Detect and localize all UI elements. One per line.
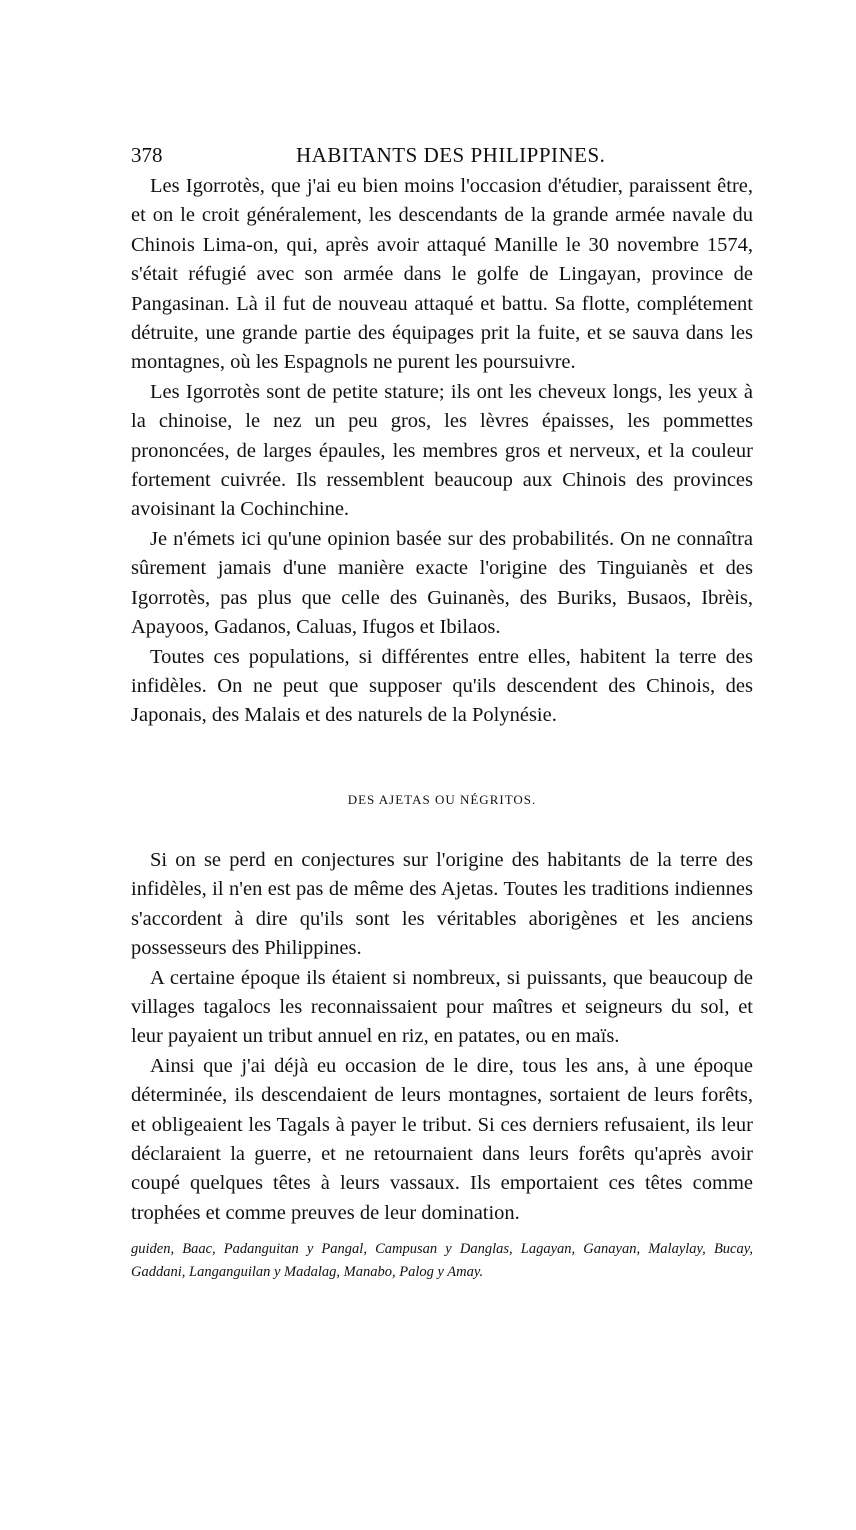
paragraph: Je n'émets ici qu'une opinion basée sur des probabilités. On ne connaîtra sûrement jamais d'une manière exacte l'origine des Tinguianès et des Igorrotès, pas plus que celle des Guinanès, des Buriks, Busaos, Ibrèis, Apayoos, Gadanos, Caluas, Ifugos et Ibilaos. bbox=[131, 527, 753, 639]
paragraph: Les Igorrotès, que j'ai eu bien moins l'occasion d'étudier, paraissent être, et on le croit généralement, les descendants de la grande armée navale du Chinois Lima-on, qui, après avoir attaqué Manille le 30 novembre 1574, s'était réfugié avec son armée dans le golfe de Lingayan, province de Pangasinan. Là il fut de nouveau attaqué et battu. Sa flotte, complétement détruite, une grande partie des équipages prit la fuite, et se sauva dans les montagnes, où les Espagnols ne purent les poursuivre. bbox=[131, 175, 753, 374]
section-text bbox=[131, 846, 753, 1228]
paragraph: Si on se perd en conjectures sur l'origine des habitants de la terre des infidèles, il n'en est pas de même des Ajetas. Toutes les traditions indiennes s'accordent à dire qu'ils sont les véritables aborigènes et les anciens possesseurs des Philippines. bbox=[131, 849, 753, 960]
footnote: guiden, Baac, Padanguitan y Pangal, Campusan y Danglas, Lagayan, Ganayan, Malaylay, Bucay, Gaddani, Langanguilan y Madalag, Manabo, Palog y Amay. bbox=[131, 1241, 753, 1280]
paragraph: Toutes ces populations, si différentes entre elles, habitent la terre des infidèles. On ne peut que supposer qu'ils descendent des Chinois, des Japonais, des Malais et des naturels de la Polynésie. bbox=[131, 645, 753, 727]
section-heading: DES AJETAS OU NÉGRITOS. bbox=[347, 792, 537, 807]
main-text bbox=[131, 172, 753, 731]
running-title: HABITANTS DES PHILIPPINES. bbox=[296, 143, 606, 167]
page-header bbox=[131, 143, 753, 171]
page-number: 378 bbox=[131, 143, 163, 167]
paragraph: Ainsi que j'ai déjà eu occasion de le dire, tous les ans, à une époque déterminée, ils descendaient de leurs montagnes, sortaient de leurs forêts, et obligeaient les Tagals à payer le tribut. Si ces derniers refusaient, ils leur déclaraient la guerre, et ne retournaient dans leurs forêts qu'après avoir coupé quelques têtes à leurs vassaux. Ils emportaient ces têtes comme trophées et comme preuves de leur domination. bbox=[131, 1054, 753, 1224]
paragraph: Les Igorrotès sont de petite stature; ils ont les cheveux longs, les yeux à la chinoise, le nez un peu gros, les lèvres épaisses, les pommettes prononcées, de larges épaules, les membres gros et nerveux, et la couleur fortement cuivrée. Ils ressemblent beaucoup aux Chinois des provinces avoisinant la Cochinchine. bbox=[131, 380, 753, 521]
paragraph: A certaine époque ils étaient si nombreux, si puissants, que beaucoup de villages tagalocs les reconnaissaient pour maîtres et seigneurs du sol, et leur payaient un tribut annuel en riz, en patates, ou en maïs. bbox=[131, 966, 753, 1048]
